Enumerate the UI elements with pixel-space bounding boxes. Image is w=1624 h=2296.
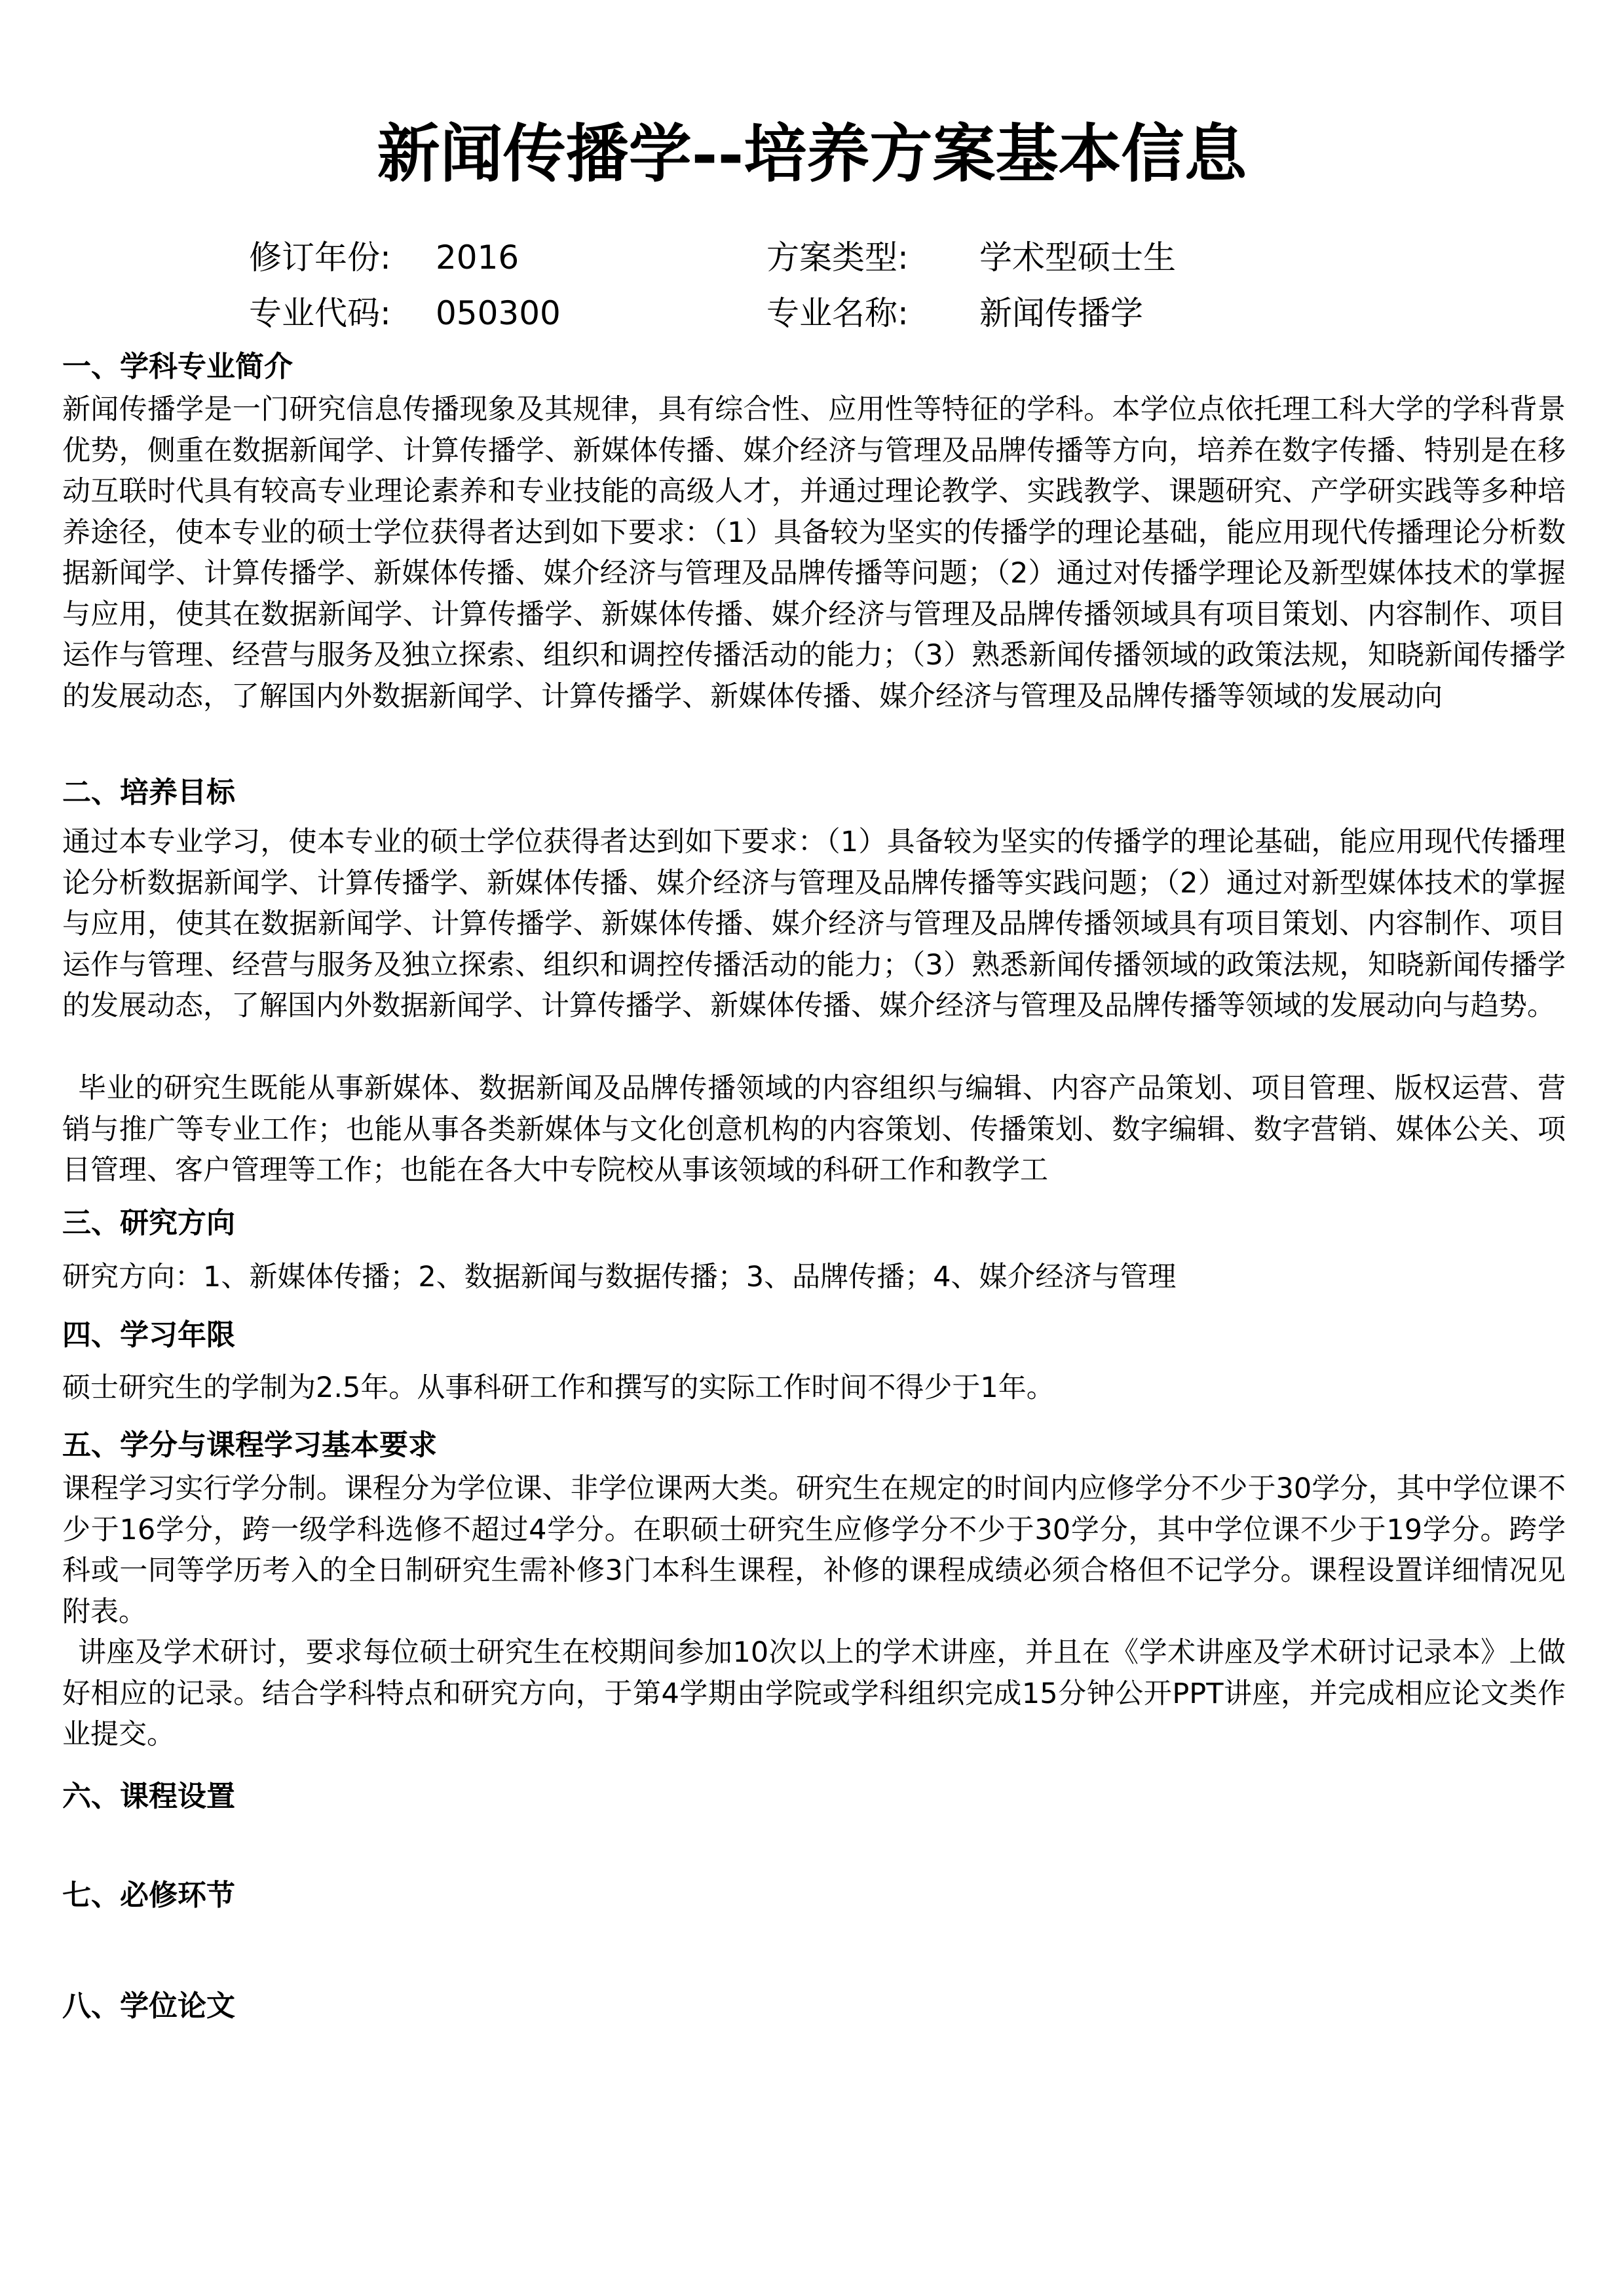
section-body-research: 研究方向：1、新媒体传播；2、数据新闻与数据传播；3、品牌传播；4、媒介经济与管理 [62, 1261, 1177, 1293]
plan-type-value: 学术型硕士生 [979, 239, 1176, 277]
plan-type-label: 方案类型: [766, 239, 909, 277]
revision-year-value: 2016 [436, 239, 519, 277]
section-heading-courses: 六、课程设置 [62, 1780, 235, 1813]
page-title: 新闻传播学--培养方案基本信息 [377, 117, 1247, 191]
section-body-credits: 课程学习实行学分制。课程分为学位课、非学位课两大类。研究生在规定的时间内应修学分不少于30学分，其中学位课不少于16学分，跨一级学科选修不超过4学分。在职硕士研究生应修学分不少于30学分，其中学位课不少于19学分。跨学科或一同等学历考入的全日制研究生需补修3门本科生课程，补修的课程成绩必须合格但不记学分。课程设置详细情况见附表。 [62, 1472, 1566, 1628]
section-body-duration: 硕士研究生的学制为2.5年。从事科研工作和撰写的实际工作时间不得少于1年。 [62, 1371, 1055, 1404]
section-heading-duration: 四、学习年限 [62, 1318, 235, 1352]
major-name-value: 新闻传播学 [979, 294, 1143, 332]
section-heading-credits: 五、学分与课程学习基本要求 [62, 1428, 437, 1462]
major-code-value: 050300 [436, 294, 561, 332]
section-body-lectures: 讲座及学术研讨，要求每位硕士研究生在校期间参加10次以上的学术讲座，并且在《学术讲座及学术研讨记录本》上做好相应的记录。结合学科特点和研究方向，于第4学期由学院或学科组织完成15分钟公开PPT讲座，并完成相应论文类作业提交。 [62, 1636, 1566, 1751]
section-body-goals-careers: 毕业的研究生既能从事新媒体、数据新闻及品牌传播领域的内容组织与编辑、内容产品策划、项目管理、版权运营、营销与推广等专业工作；也能从事各类新媒体与文化创意机构的内容策划、传播策划、数字编辑、数字营销、媒体公关、项目管理、客户管理等工作；也能在各大中专院校从事该领域的科研工作和教学工 [62, 1072, 1566, 1187]
section-heading-research: 三、研究方向 [62, 1206, 235, 1240]
section-body-goals: 通过本专业学习，使本专业的硕士学位获得者达到如下要求：（1）具备较为坚实的传播学的理论基础，能应用现代传播理论分析数据新闻学、计算传播学、新媒体传播、媒介经济与管理及品牌传播等实践问题；（2）通过对新型媒体技术的掌握与应用，使其在数据新闻学、计算传播学、新媒体传播、媒介经济与管理及品牌传播领域具有项目策划、内容制作、项目运作与管理、经营与服务及独立探索、组织和调控传播活动的能力；（3）熟悉新闻传播领域的政策法规，知晓新闻传播学的发展动态，了解国内外数据新闻学、计算传播学、新媒体传播、媒介经济与管理及品牌传播等领域的发展动向与趋势。 [62, 826, 1566, 1022]
section-heading-thesis: 八、学位论文 [62, 1989, 235, 2023]
section-heading-goals: 二、培养目标 [62, 776, 235, 809]
section-heading-required: 七、必修环节 [62, 1879, 235, 1912]
revision-year-label: 修订年份: [249, 239, 391, 277]
major-code-label: 专业代码: [249, 294, 391, 332]
section-heading-intro: 一、学科专业简介 [62, 350, 293, 383]
major-name-label: 专业名称: [766, 294, 909, 332]
section-body-intro: 新闻传播学是一门研究信息传播现象及其规律，具有综合性、应用性等特征的学科。本学位点依托理工科大学的学科背景优势，侧重在数据新闻学、计算传播学、新媒体传播、媒介经济与管理及品牌传播等方向，培养在数字传播、特别是在移动互联时代具有较高专业理论素养和专业技能的高级人才，并通过理论教学、实践教学、课题研究、产学研实践等多种培养途径，使本专业的硕士学位获得者达到如下要求：（1）具备较为坚实的传播学的理论基础，能应用现代传播理论分析数据新闻学、计算传播学、新媒体传播、媒介经济与管理及品牌传播等问题；（2）通过对传播学理论及新型媒体技术的掌握与应用，使其在数据新闻学、计算传播学、新媒体传播、媒介经济与管理及品牌传播领域具有项目策划、内容制作、项目运作与管理、经营与服务及独立探索、组织和调控传播活动的能力；（3）熟悉新闻传播领域的政策法规，知晓新闻传播学的发展动态，了解国内外数据新闻学、计算传播学、新媒体传播、媒介经济与管理及品牌传播等领域的发展动向 [62, 393, 1566, 713]
